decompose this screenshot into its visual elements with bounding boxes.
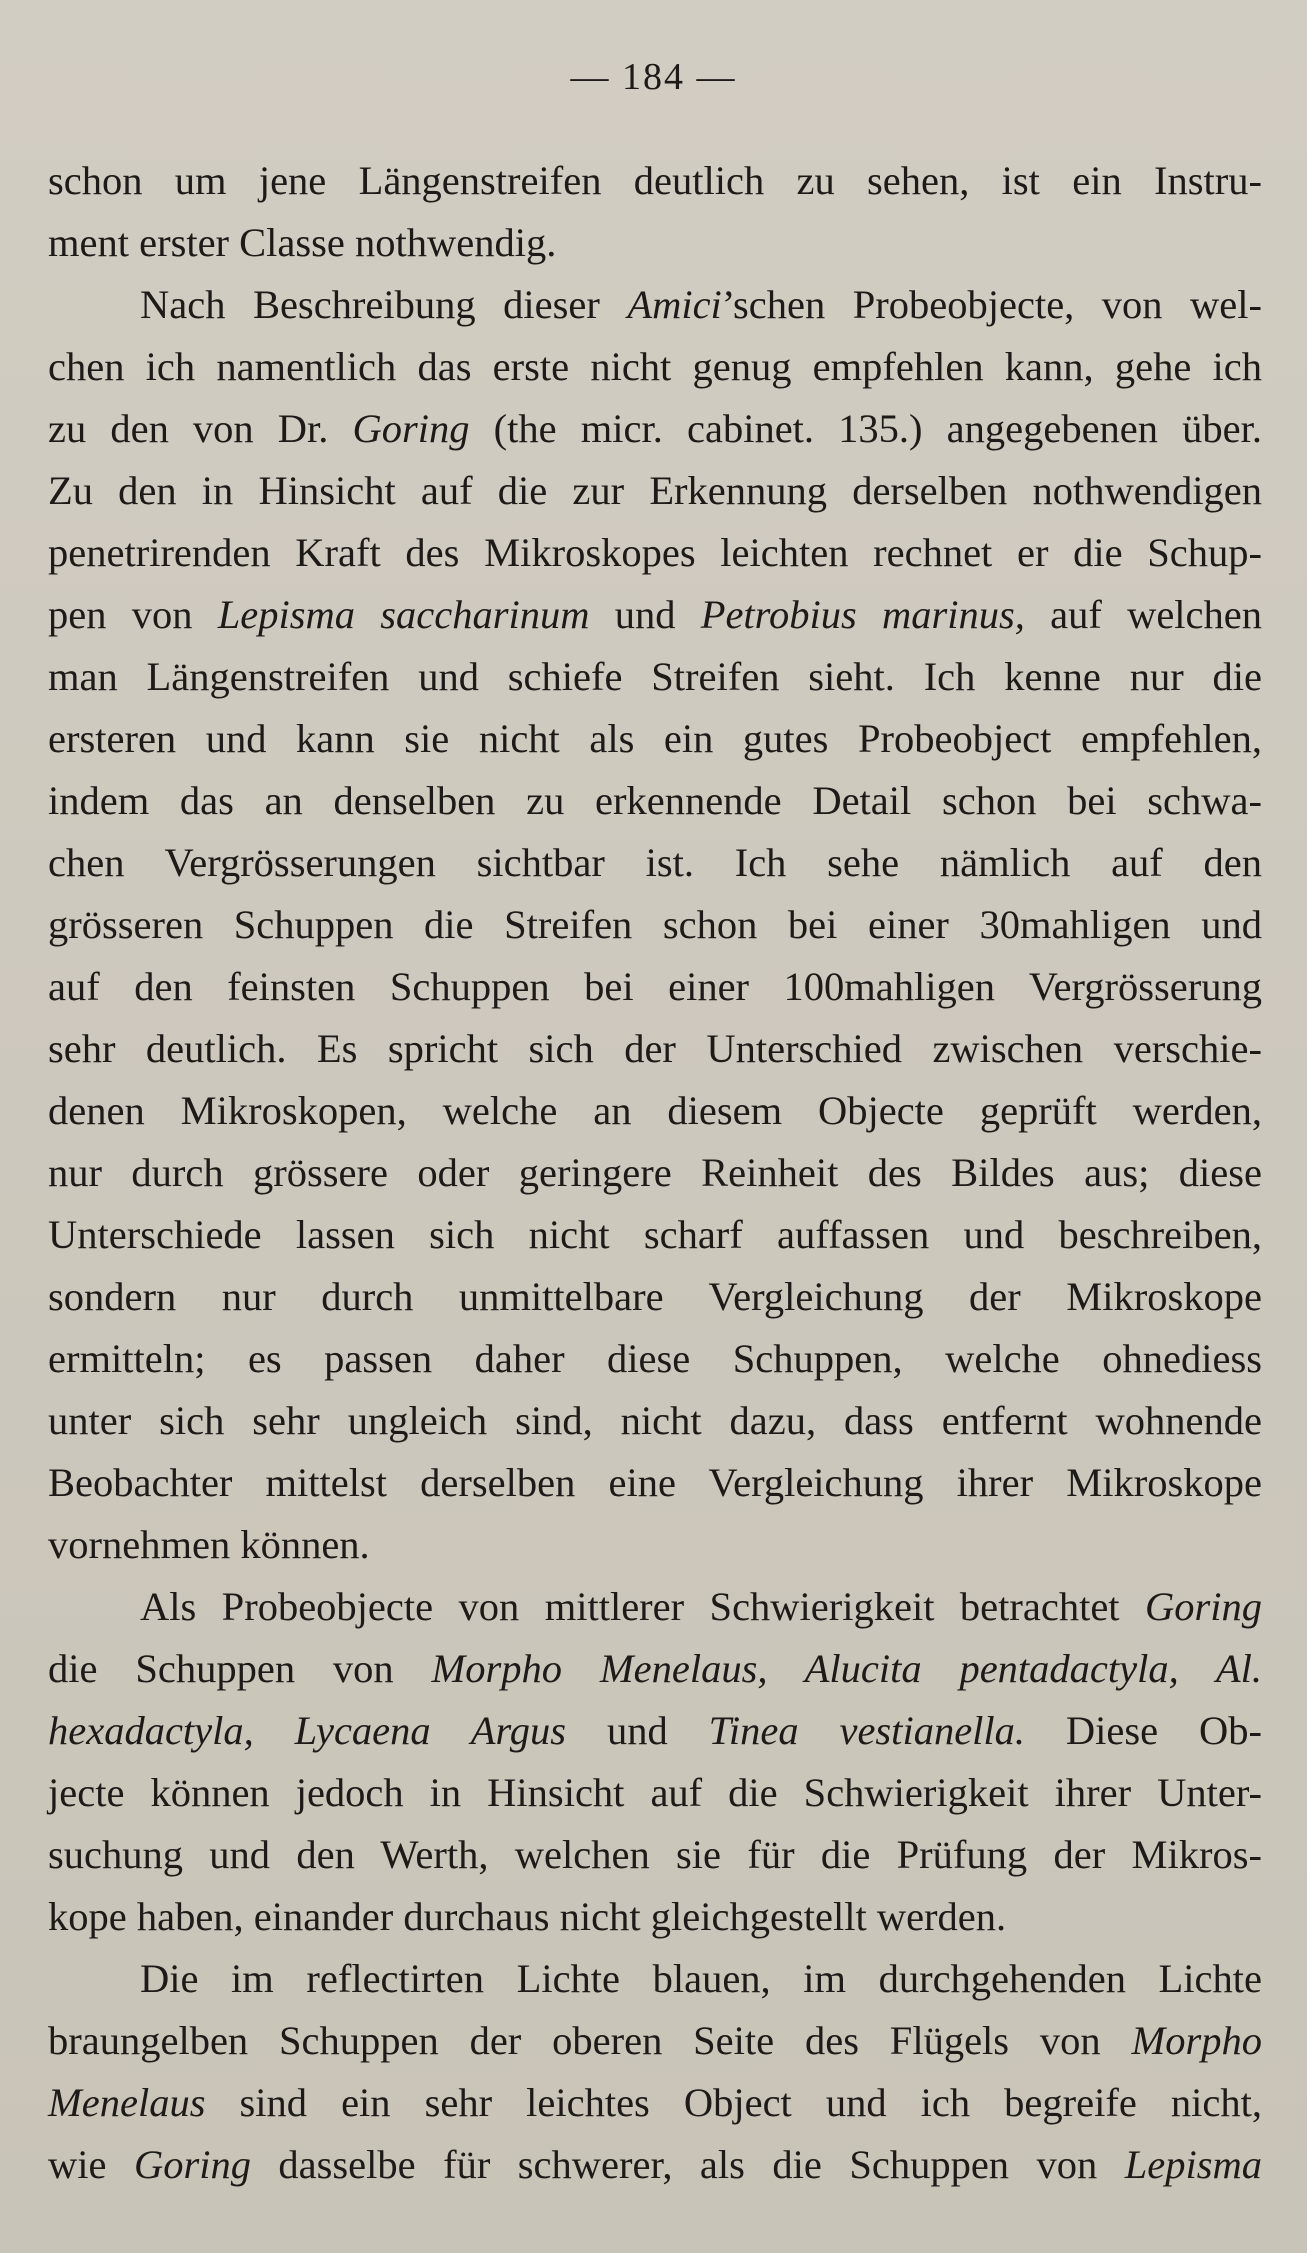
- text-segment: zu den von Dr.: [48, 406, 353, 451]
- text-line: [48, 1328, 1262, 1390]
- text-line: [48, 1204, 1262, 1266]
- text-line: [48, 894, 1262, 956]
- text-segment: sondern nur durch unmittelbare Vergleichung der Mikroskope: [48, 1274, 1262, 1319]
- text-line: [48, 1824, 1262, 1886]
- text-segment: wie: [48, 2142, 134, 2187]
- text-segment: auf den feinsten Schuppen bei einer 100mahligen Vergrösserung: [48, 964, 1262, 1009]
- text-segment: ment erster Classe nothwendig.: [48, 220, 557, 265]
- text-line: [48, 1018, 1262, 1080]
- italic-text: hexadactyla, Lycaena Argus: [48, 1708, 567, 1753]
- text-line: [48, 1266, 1262, 1328]
- text-segment: Diese Ob-: [1025, 1708, 1262, 1753]
- italic-text: Goring: [352, 406, 470, 451]
- text-line: [48, 832, 1262, 894]
- text-segment: jecte können jedoch in Hinsicht auf die Schwierigkeit ihrer Unter-: [48, 1770, 1262, 1815]
- text-line: [48, 1514, 1262, 1576]
- text-line: [48, 956, 1262, 1018]
- italic-text: Morpho: [1131, 2018, 1262, 2063]
- text-line: [48, 584, 1262, 646]
- text-segment: Zu den in Hinsicht auf die zur Erkennung derselben nothwendigen: [48, 468, 1262, 513]
- text-segment: unter sich sehr ungleich sind, nicht dazu, dass entfernt wohnende: [48, 1398, 1262, 1443]
- text-segment: die Schuppen von: [48, 1646, 432, 1691]
- text-segment: Die im reflectirten Lichte blauen, im durchgehenden Lichte: [140, 1956, 1262, 2001]
- text-segment: auf welchen: [1024, 592, 1262, 637]
- italic-text: Tinea vestianella.: [708, 1708, 1026, 1753]
- text-segment: sehr deutlich. Es spricht sich der Unterschied zwischen verschie-: [48, 1026, 1262, 1071]
- text-segment: denen Mikroskopen, welche an diesem Objecte geprüft werden,: [48, 1088, 1262, 1133]
- text-segment: ersteren und kann sie nicht als ein gutes Probeobject empfehlen,: [48, 716, 1262, 761]
- text-segment: indem das an denselben zu erkennende Detail schon bei schwa-: [48, 778, 1262, 823]
- text-line: [48, 2010, 1262, 2072]
- text-line: [48, 1700, 1262, 1762]
- text-line: [48, 1948, 1262, 2010]
- text-line: [48, 1452, 1262, 1514]
- text-segment: Unterschiede lassen sich nicht scharf auffassen und beschreiben,: [48, 1212, 1262, 1257]
- text-segment: grösseren Schuppen die Streifen schon bei einer 30mahligen und: [48, 902, 1262, 947]
- italic-text: Amici: [627, 282, 722, 327]
- text-segment: Als Probeobjecte von mittlerer Schwierigkeit betrachtet: [140, 1584, 1145, 1629]
- text-segment: chen ich namentlich das erste nicht genug empfehlen kann, gehe ich: [48, 344, 1262, 389]
- italic-text: Petrobius marinus,: [700, 592, 1025, 637]
- text-line: [48, 1886, 1262, 1948]
- text-line: [48, 398, 1262, 460]
- text-segment: vornehmen können.: [48, 1522, 370, 1567]
- text-segment: Nach Beschreibung dieser: [140, 282, 628, 327]
- italic-text: Goring: [1144, 1584, 1262, 1629]
- italic-text: Lepisma saccharinum: [217, 592, 590, 637]
- text-line: [48, 212, 1262, 274]
- text-line: [48, 274, 1262, 336]
- text-line: [48, 460, 1262, 522]
- text-line: [48, 1638, 1262, 1700]
- text-line: [48, 2134, 1262, 2196]
- text-segment: sind ein sehr leichtes Object und ich begreife nicht,: [205, 2080, 1262, 2125]
- text-segment: (the micr. cabinet. 135.) angegebenen über.: [469, 406, 1262, 451]
- text-segment: suchung und den Werth, welchen sie für die Prüfung der Mikros-: [48, 1832, 1262, 1877]
- text-segment: nur durch grössere oder geringere Reinheit des Bildes aus; diese: [48, 1150, 1262, 1195]
- text-line: [48, 336, 1262, 398]
- text-segment: Beobachter mittelst derselben eine Vergleichung ihrer Mikroskope: [48, 1460, 1262, 1505]
- text-line: [48, 522, 1262, 584]
- text-line: [48, 1762, 1262, 1824]
- text-line: [48, 770, 1262, 832]
- page-number: — 184 —: [570, 56, 737, 98]
- text-line: [48, 150, 1262, 212]
- text-segment: kope haben, einander durchaus nicht gleichgestellt werden.: [48, 1894, 1007, 1939]
- italic-text: Goring: [133, 2142, 251, 2187]
- text-segment: penetrirenden Kraft des Mikroskopes leichten rechnet er die Schup-: [48, 530, 1262, 575]
- text-segment: man Längenstreifen und schiefe Streifen sieht. Ich kenne nur die: [48, 654, 1262, 699]
- text-line: [48, 1390, 1262, 1452]
- text-segment: und: [566, 1708, 709, 1753]
- text-segment: und: [589, 592, 701, 637]
- text-line: [48, 2072, 1262, 2134]
- text-line: [48, 1142, 1262, 1204]
- text-line: [48, 1576, 1262, 1638]
- text-line: [48, 646, 1262, 708]
- text-line: [48, 708, 1262, 770]
- text-segment: braungelben Schuppen der oberen Seite des Flügels von: [48, 2018, 1132, 2063]
- italic-text: Morpho Menelaus, Alucita pentadactyla, Al.: [431, 1646, 1262, 1691]
- text-segment: ’schen Probeobjecte, von wel-: [721, 282, 1262, 327]
- text-line: [48, 1080, 1262, 1142]
- text-segment: pen von: [48, 592, 218, 637]
- body-text: [48, 150, 1262, 2196]
- text-segment: dasselbe für schwerer, als die Schuppen von: [250, 2142, 1125, 2187]
- italic-text: Menelaus: [48, 2080, 206, 2125]
- text-segment: ermitteln; es passen daher diese Schuppen, welche ohnediess: [48, 1336, 1262, 1381]
- text-segment: chen Vergrösserungen sichtbar ist. Ich sehe nämlich auf den: [48, 840, 1262, 885]
- italic-text: Lepisma: [1124, 2142, 1262, 2187]
- text-segment: schon um jene Längenstreifen deutlich zu sehen, ist ein Instru-: [48, 158, 1262, 203]
